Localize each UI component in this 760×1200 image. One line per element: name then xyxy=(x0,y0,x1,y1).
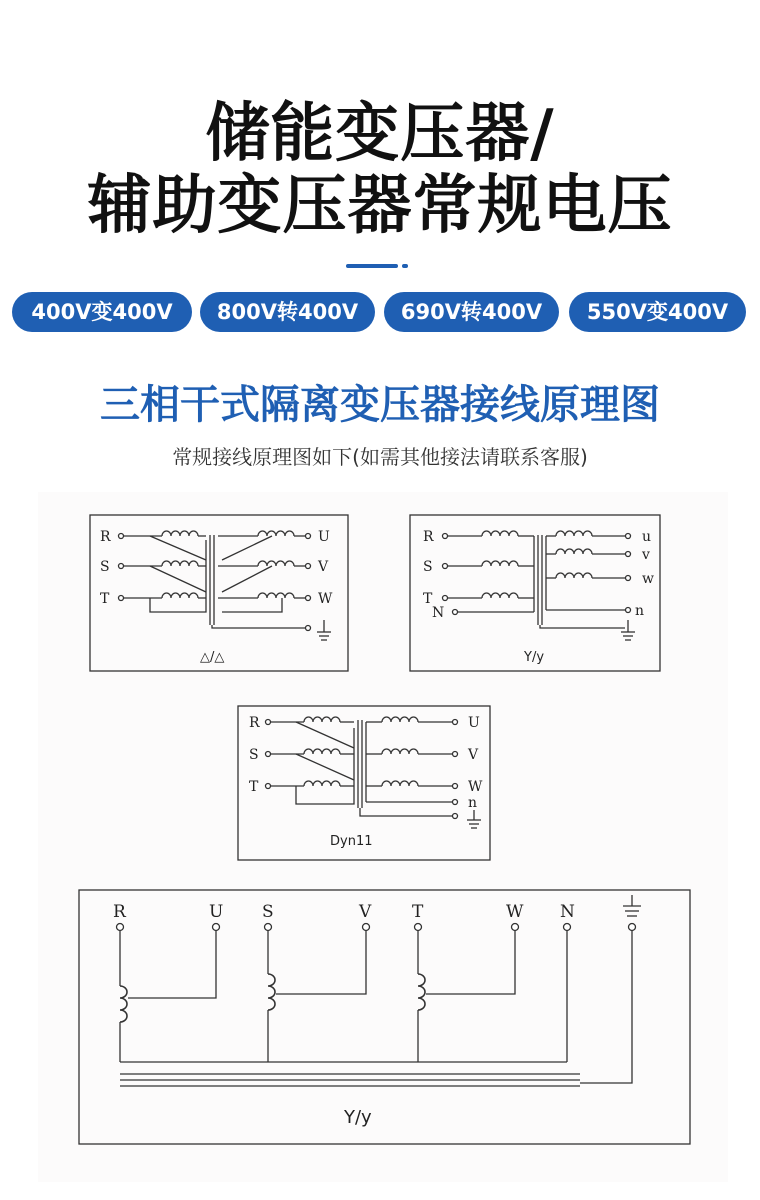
terminal xyxy=(629,924,636,931)
terminal-label: T xyxy=(412,902,424,922)
terminal xyxy=(363,924,370,931)
terminal-label: S xyxy=(249,747,259,763)
terminal xyxy=(306,596,311,601)
terminal-label: S xyxy=(100,559,110,575)
terminal xyxy=(266,784,271,789)
terminal xyxy=(453,800,458,805)
terminal-label: T xyxy=(249,779,259,795)
section-note: 常规接线原理图如下(如需其他接法请联系客服) xyxy=(172,445,588,469)
terminal xyxy=(512,924,519,931)
terminal xyxy=(453,752,458,757)
terminal xyxy=(266,752,271,757)
terminal xyxy=(119,596,124,601)
voltage-pill: 800V转400V xyxy=(200,292,375,332)
terminal xyxy=(443,596,448,601)
terminal-label: T xyxy=(423,591,433,607)
terminal-label: R xyxy=(423,529,434,545)
voltage-pill: 400V变400V xyxy=(12,292,192,332)
terminal-label: W xyxy=(318,591,333,607)
terminal-label: R xyxy=(100,529,111,545)
terminal xyxy=(306,564,311,569)
terminal-label: v xyxy=(642,547,650,563)
terminal xyxy=(564,924,571,931)
terminal xyxy=(119,534,124,539)
terminal-label: T xyxy=(100,591,110,607)
page-title-line2: 辅助变压器常规电压 xyxy=(87,169,673,243)
terminal-label: u xyxy=(642,529,652,545)
diagram-caption: Dyn11 xyxy=(330,834,373,849)
diagram-caption: △/△ xyxy=(200,650,225,665)
terminal xyxy=(415,924,422,931)
terminal xyxy=(265,924,272,931)
diagram-caption: Y/y xyxy=(344,1107,372,1128)
terminal xyxy=(453,610,458,615)
diagram-wye-wye-large xyxy=(79,890,690,1144)
terminal xyxy=(626,552,631,557)
terminal xyxy=(213,924,220,931)
section-title: 三相干式隔离变压器接线原理图 xyxy=(100,382,660,428)
terminal xyxy=(119,564,124,569)
diagram-delta-delta xyxy=(90,515,348,671)
terminal xyxy=(453,720,458,725)
terminal xyxy=(453,814,458,819)
terminal-label: V xyxy=(468,747,479,763)
terminal xyxy=(626,534,631,539)
terminal xyxy=(443,534,448,539)
terminal-label: W xyxy=(468,779,483,795)
diagram-wye-wye xyxy=(410,515,660,671)
terminal-label: R xyxy=(249,715,260,731)
terminal xyxy=(626,608,631,613)
terminal-label: U xyxy=(318,529,330,545)
voltage-pill: 690V转400V xyxy=(384,292,559,332)
terminal xyxy=(306,626,311,631)
diagram-caption: Y/y xyxy=(524,650,545,665)
terminal-label: S xyxy=(262,902,274,922)
terminal-label: w xyxy=(642,571,654,587)
diagram-frame xyxy=(79,890,690,1144)
diagram-frame xyxy=(410,515,660,671)
terminal-label: n xyxy=(635,603,645,619)
page-title-line1: 储能变压器/ xyxy=(205,97,555,171)
terminal xyxy=(306,534,311,539)
terminal-label: V xyxy=(318,559,329,575)
terminal-label: W xyxy=(506,902,524,922)
terminal-label: S xyxy=(423,559,433,575)
terminal-label: R xyxy=(113,902,126,922)
terminal-label: N xyxy=(560,902,575,922)
terminal-label: U xyxy=(468,715,480,731)
terminal xyxy=(626,576,631,581)
terminal xyxy=(266,720,271,725)
terminal-label: V xyxy=(359,902,372,922)
terminal-label: N xyxy=(432,605,445,621)
terminal xyxy=(453,784,458,789)
voltage-pill: 550V变400V xyxy=(569,292,746,332)
terminal-label: n xyxy=(468,795,478,811)
terminal-label: U xyxy=(209,902,224,922)
terminal xyxy=(443,564,448,569)
terminal xyxy=(117,924,124,931)
